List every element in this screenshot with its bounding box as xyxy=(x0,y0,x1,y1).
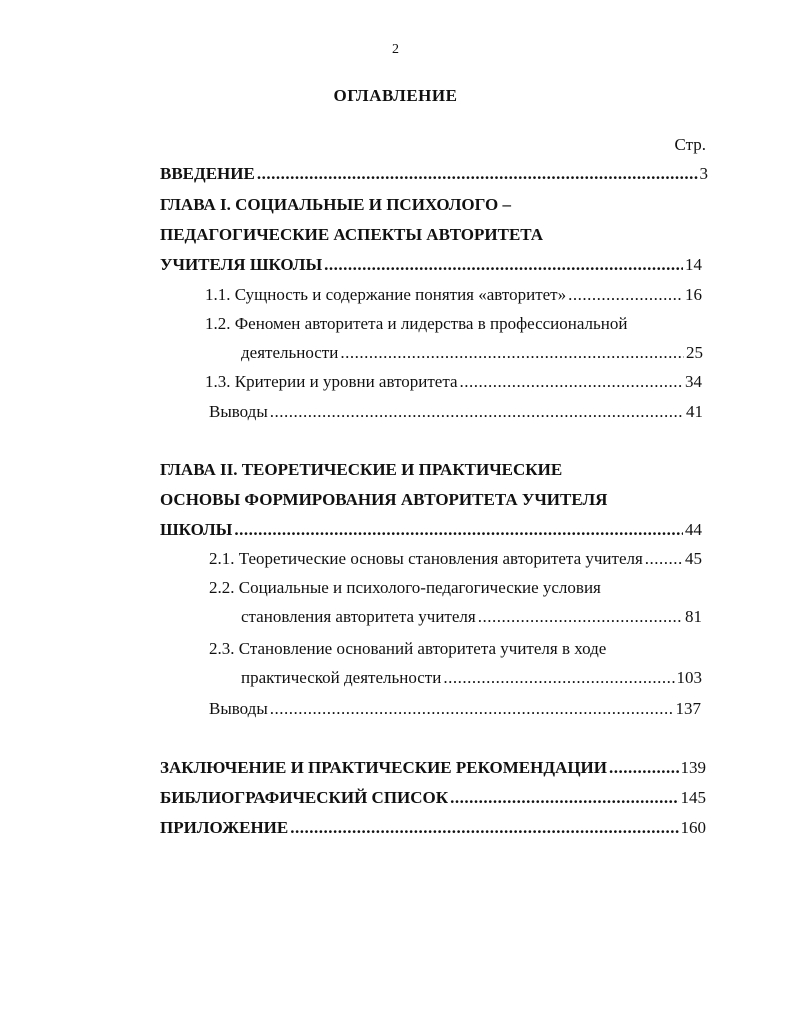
toc-entry-page: 34 xyxy=(685,372,702,391)
pages-column-header: Стр. xyxy=(674,135,706,154)
toc-entry-chapter1[interactable] xyxy=(160,253,702,277)
chapter1-title-line1: ГЛАВА I. СОЦИАЛЬНЫЕ И ПСИХОЛОГО – xyxy=(160,195,511,214)
toc-entry-1-2-line1[interactable]: 1.2. Феномен авторитета и лидерства в профессиональной xyxy=(205,314,628,333)
toc-entry-page: 45 xyxy=(685,549,702,568)
toc-entry-label: БИБЛИОГРАФИЧЕСКИЙ СПИСОК xyxy=(160,788,449,807)
leader-dots xyxy=(270,400,684,424)
toc-entry-label: ЗАКЛЮЧЕНИЕ И ПРАКТИЧЕСКИЕ РЕКОМЕНДАЦИИ xyxy=(160,758,607,777)
toc-entry-label: 1.1. Сущность и содержание понятия «авторитет» xyxy=(205,285,567,304)
toc-entry-label: ВВЕДЕНИЕ xyxy=(160,164,255,183)
leader-dots xyxy=(234,518,683,542)
leader-dots xyxy=(609,756,679,780)
toc-entry-page: 41 xyxy=(686,402,703,421)
toc-entry-bibliography[interactable] xyxy=(160,786,706,810)
toc-entry-label: УЧИТЕЛЯ ШКОЛЫ xyxy=(160,255,323,274)
toc-entry-label: ПРИЛОЖЕНИЕ xyxy=(160,818,289,837)
toc-entry-2-3[interactable] xyxy=(241,666,702,690)
toc-entry-label: 1.3. Критерии и уровни авторитета xyxy=(205,372,458,391)
toc-entry-page: 137 xyxy=(675,699,701,718)
leader-dots xyxy=(270,697,674,721)
toc-entry-2-1[interactable] xyxy=(209,547,702,571)
toc-entry-page: 16 xyxy=(685,285,702,304)
chapter2-title-line1: ГЛАВА II. ТЕОРЕТИЧЕСКИЕ И ПРАКТИЧЕСКИЕ xyxy=(160,460,563,479)
leader-dots xyxy=(290,816,678,840)
toc-entry-page: 44 xyxy=(685,520,702,539)
toc-entry-conclusion[interactable] xyxy=(160,756,706,780)
leader-dots xyxy=(443,666,674,690)
toc-entry-page: 103 xyxy=(676,668,702,687)
toc-entry-label: Выводы xyxy=(209,402,268,421)
leader-dots xyxy=(257,162,698,186)
toc-entry-page: 3 xyxy=(699,164,708,183)
toc-entry-label: становления авторитета учителя xyxy=(241,607,476,626)
toc-entry-label: практической деятельности xyxy=(241,668,442,687)
leader-dots xyxy=(478,605,683,629)
toc-entry-2-3-line1[interactable]: 2.3. Становление оснований авторитета учителя в ходе xyxy=(209,639,607,658)
toc-entry-page: 139 xyxy=(680,758,706,777)
toc-entry-2-2-line1[interactable]: 2.2. Социальные и психолого-педагогические условия xyxy=(209,578,601,597)
leader-dots xyxy=(340,341,684,365)
leader-dots xyxy=(324,253,683,277)
toc-entry-page: 14 xyxy=(685,255,702,274)
toc-entry-label: 2.1. Теоретические основы становления авторитета учителя xyxy=(209,549,643,568)
toc-entry-label: деятельности xyxy=(241,343,339,362)
toc-entry-1-3[interactable] xyxy=(205,370,702,394)
leader-dots xyxy=(568,283,683,307)
toc-entry-chapter2[interactable] xyxy=(160,518,702,542)
toc-entry-2-2[interactable] xyxy=(241,605,702,629)
toc-entry-page: 81 xyxy=(685,607,702,626)
toc-entry-chapter1-conclusions[interactable] xyxy=(209,400,703,424)
toc-entry-label: ШКОЛЫ xyxy=(160,520,233,539)
toc-entry-1-1[interactable] xyxy=(205,283,702,307)
page-number: 2 xyxy=(392,42,399,57)
chapter1-title-line2: ПЕДАГОГИЧЕСКИЕ АСПЕКТЫ АВТОРИТЕТА xyxy=(160,225,544,244)
toc-entry-chapter2-conclusions[interactable] xyxy=(209,697,701,721)
toc-entry-page: 160 xyxy=(680,818,706,837)
toc-entry-1-2[interactable] xyxy=(241,341,703,365)
toc-entry-page: 145 xyxy=(680,788,706,807)
leader-dots xyxy=(645,547,683,571)
page-title: ОГЛАВЛЕНИЕ xyxy=(333,86,458,105)
leader-dots xyxy=(450,786,678,810)
toc-entry-page: 25 xyxy=(686,343,703,362)
toc-entry-intro[interactable] xyxy=(160,162,708,186)
toc-entry-label: Выводы xyxy=(209,699,268,718)
leader-dots xyxy=(460,370,683,394)
chapter2-title-line2: ОСНОВЫ ФОРМИРОВАНИЯ АВТОРИТЕТА УЧИТЕЛЯ xyxy=(160,490,608,509)
toc-entry-appendix[interactable] xyxy=(160,816,706,840)
